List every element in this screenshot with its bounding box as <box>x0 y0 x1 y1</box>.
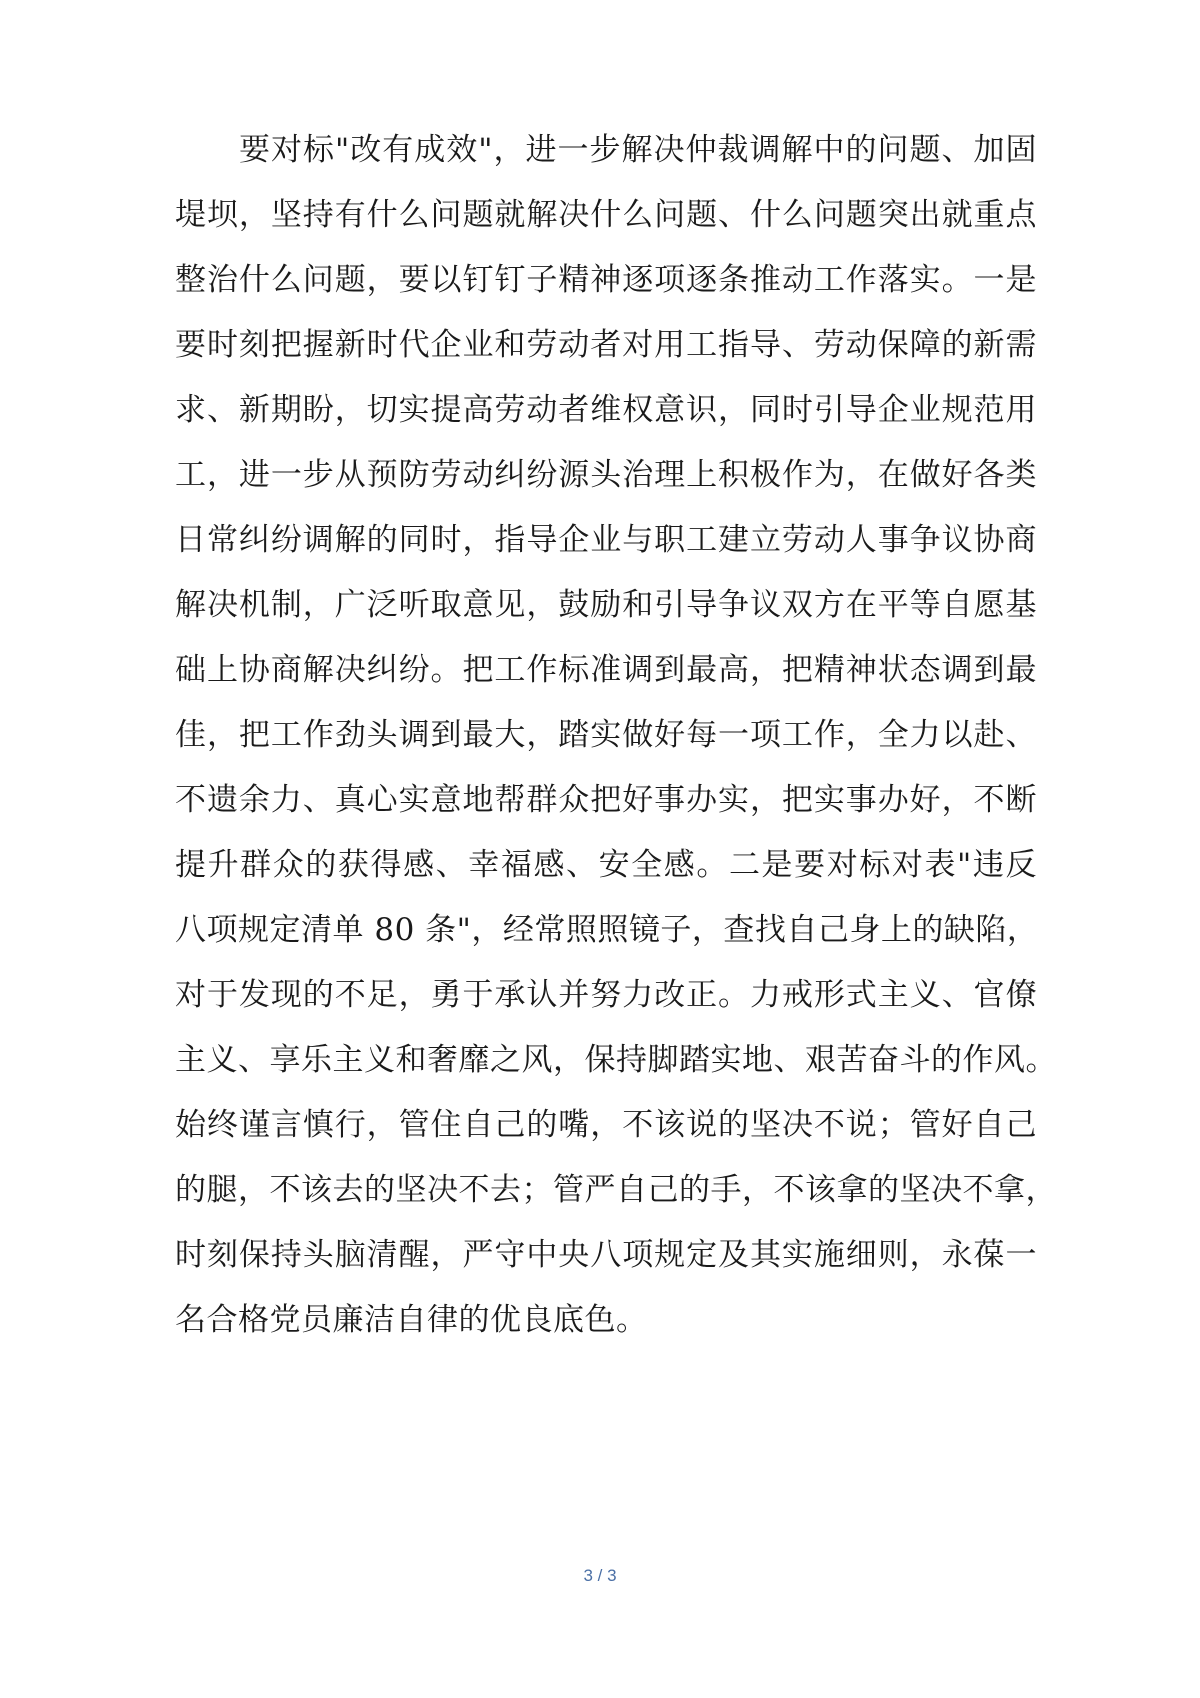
paragraph-line: 八项规定清单 80 条"，经常照照镜子，查找自己身上的缺陷， <box>175 912 1039 948</box>
body-paragraph <box>175 118 1057 1353</box>
paragraph-line: 要时刻把握新时代企业和劳动者对用工指导、劳动保障的新需 <box>175 327 1037 363</box>
paragraph-line: 日常纠纷调解的同时，指导企业与职工建立劳动人事争议协商 <box>175 522 1037 558</box>
paragraph-line: 整治什么问题，要以钉钉子精神逐项逐条推动工作落实。一是 <box>175 262 1037 298</box>
paragraph-line: 础上协商解决纠纷。把工作标准调到最高，把精神状态调到最 <box>175 652 1037 688</box>
paragraph-line: 堤坝，坚持有什么问题就解决什么问题、什么问题突出就重点 <box>175 197 1037 233</box>
paragraph-line: 对于发现的不足，勇于承认并努力改正。力戒形式主义、官僚 <box>175 977 1037 1013</box>
paragraph-line: 时刻保持头脑清醒，严守中央八项规定及其实施细则，永葆一 <box>175 1237 1037 1273</box>
paragraph-line: 始终谨言慎行，管住自己的嘴，不该说的坚决不说；管好自己 <box>175 1107 1037 1143</box>
paragraph-line: 不遗余力、真心实意地帮群众把好事办实，把实事办好，不断 <box>175 782 1037 818</box>
paragraph-line: 的腿，不该去的坚决不去；管严自己的手，不该拿的坚决不拿， <box>175 1172 1057 1208</box>
page-number: 3 / 3 <box>583 1566 617 1585</box>
paragraph-line: 名合格党员廉洁自律的优良底色。 <box>175 1302 648 1338</box>
paragraph-line: 提升群众的获得感、幸福感、安全感。二是要对标对表"违反 <box>175 847 1037 883</box>
paragraph-line: 解决机制，广泛听取意见，鼓励和引导争议双方在平等自愿基 <box>175 587 1037 623</box>
paragraph-line: 求、新期盼，切实提高劳动者维权意识，同时引导企业规范用 <box>175 392 1037 428</box>
paragraph-line: 佳，把工作劲头调到最大，踏实做好每一项工作，全力以赴、 <box>175 717 1037 753</box>
paragraph-line: 主义、享乐主义和奢靡之风，保持脚踏实地、艰苦奋斗的作风。 <box>175 1042 1057 1078</box>
paragraph-line: 要对标"改有成效"，进一步解决仲裁调解中的问题、加固 <box>239 132 1037 168</box>
paragraph-line: 工，进一步从预防劳动纠纷源头治理上积极作为，在做好各类 <box>175 457 1037 493</box>
